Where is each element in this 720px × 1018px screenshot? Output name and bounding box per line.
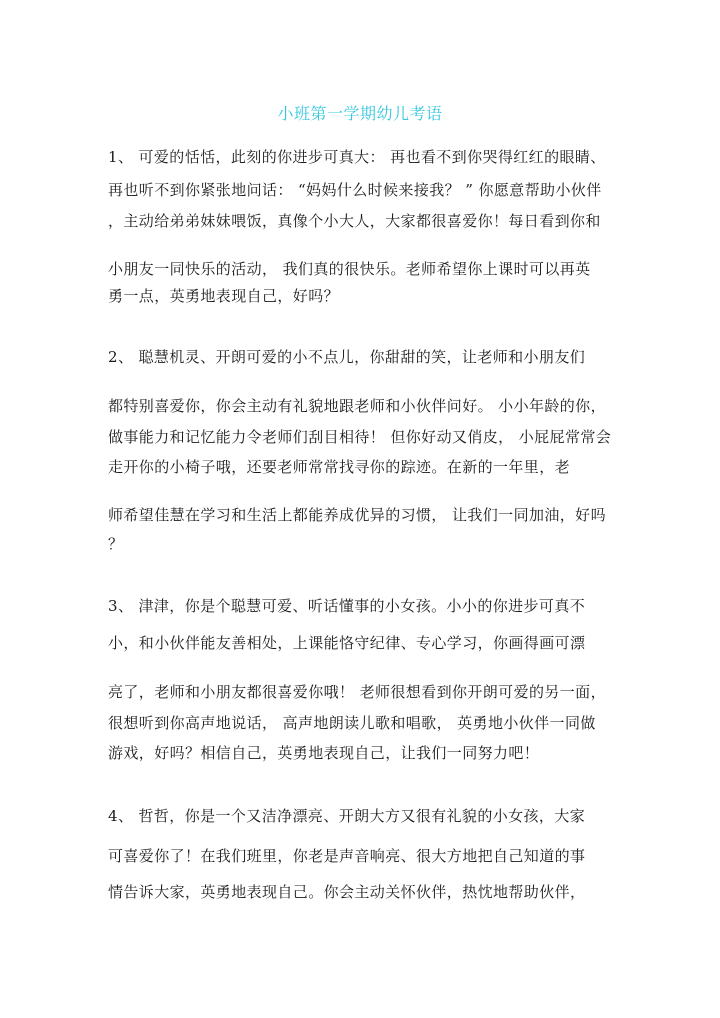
text-line: ？ bbox=[108, 535, 124, 553]
text-line: 都特别喜爱你，你会主动有礼貌地跟老师和小伙伴问好。 小小年龄的你， bbox=[108, 397, 606, 415]
text-line: ，主动给弟弟妹妹喂饭，真像个小大人，大家都很喜爱你！每日看到你和 bbox=[108, 212, 601, 230]
document-title: 小班第一学期幼儿考语 bbox=[277, 104, 443, 123]
text-line: 4、 哲哲，你是一个又洁净漂亮、开朗大方又很有礼貌的小女孩，大家 bbox=[108, 807, 586, 825]
text-line: 情告诉大家，英勇地表现自己。你会主动关怀伙伴，热忱地帮助伙伴， bbox=[108, 883, 586, 901]
text-line: 师希望佳慧在学习和生活上都能养成优异的习惯， 让我们一同加油，好吗 bbox=[108, 506, 606, 524]
text-line: 做事能力和记忆能力令老师们刮目相待！ 但你好动又俏皮， 小屁屁常常会 bbox=[108, 428, 612, 446]
text-line: 勇一点，英勇地表现自己，好吗？ bbox=[108, 287, 340, 305]
text-line: 很想听到你高声地说话， 高声地朗读儿歌和唱歌， 英勇地小伙伴一同做 bbox=[108, 714, 596, 732]
text-line: 3、 津津，你是个聪慧可爱、听话懂事的小女孩。小小的你进步可真不 bbox=[108, 597, 586, 615]
text-line: 游戏，好吗？相信自己，英勇地表现自己，让我们一同努力吧！ bbox=[108, 744, 540, 762]
text-line: 走开你的小椅子哦，还要老师常常找寻你的踪迹。在新的一年里，老 bbox=[108, 458, 571, 476]
text-line: 1、 可爱的恬恬，此刻的你进步可真大： 再也看不到你哭得红红的眼睛、 bbox=[108, 148, 606, 166]
text-line: 再也听不到你紧张地问话： “妈妈什么时候来接我？ ” 你愿意帮助小伙伴 bbox=[108, 181, 602, 199]
text-line: 2、 聪慧机灵、开朗可爱的小不点儿，你甜甜的笑，让老师和小朋友们 bbox=[108, 348, 586, 366]
text-line: 小朋友一同快乐的活动， 我们真的很快乐。老师希望你上课时可以再英 bbox=[108, 260, 591, 278]
text-line: 小，和小伙伴能友善相处，上课能恪守纪律、专心学习，你画得画可漂 bbox=[108, 634, 586, 652]
text-line: 亮了，老师和小朋友都很喜爱你哦！ 老师很想看到你开朗可爱的另一面， bbox=[108, 683, 606, 701]
text-line: 可喜爱你了！在我们班里，你老是声音响亮、很大方地把自己知道的事 bbox=[108, 847, 586, 865]
